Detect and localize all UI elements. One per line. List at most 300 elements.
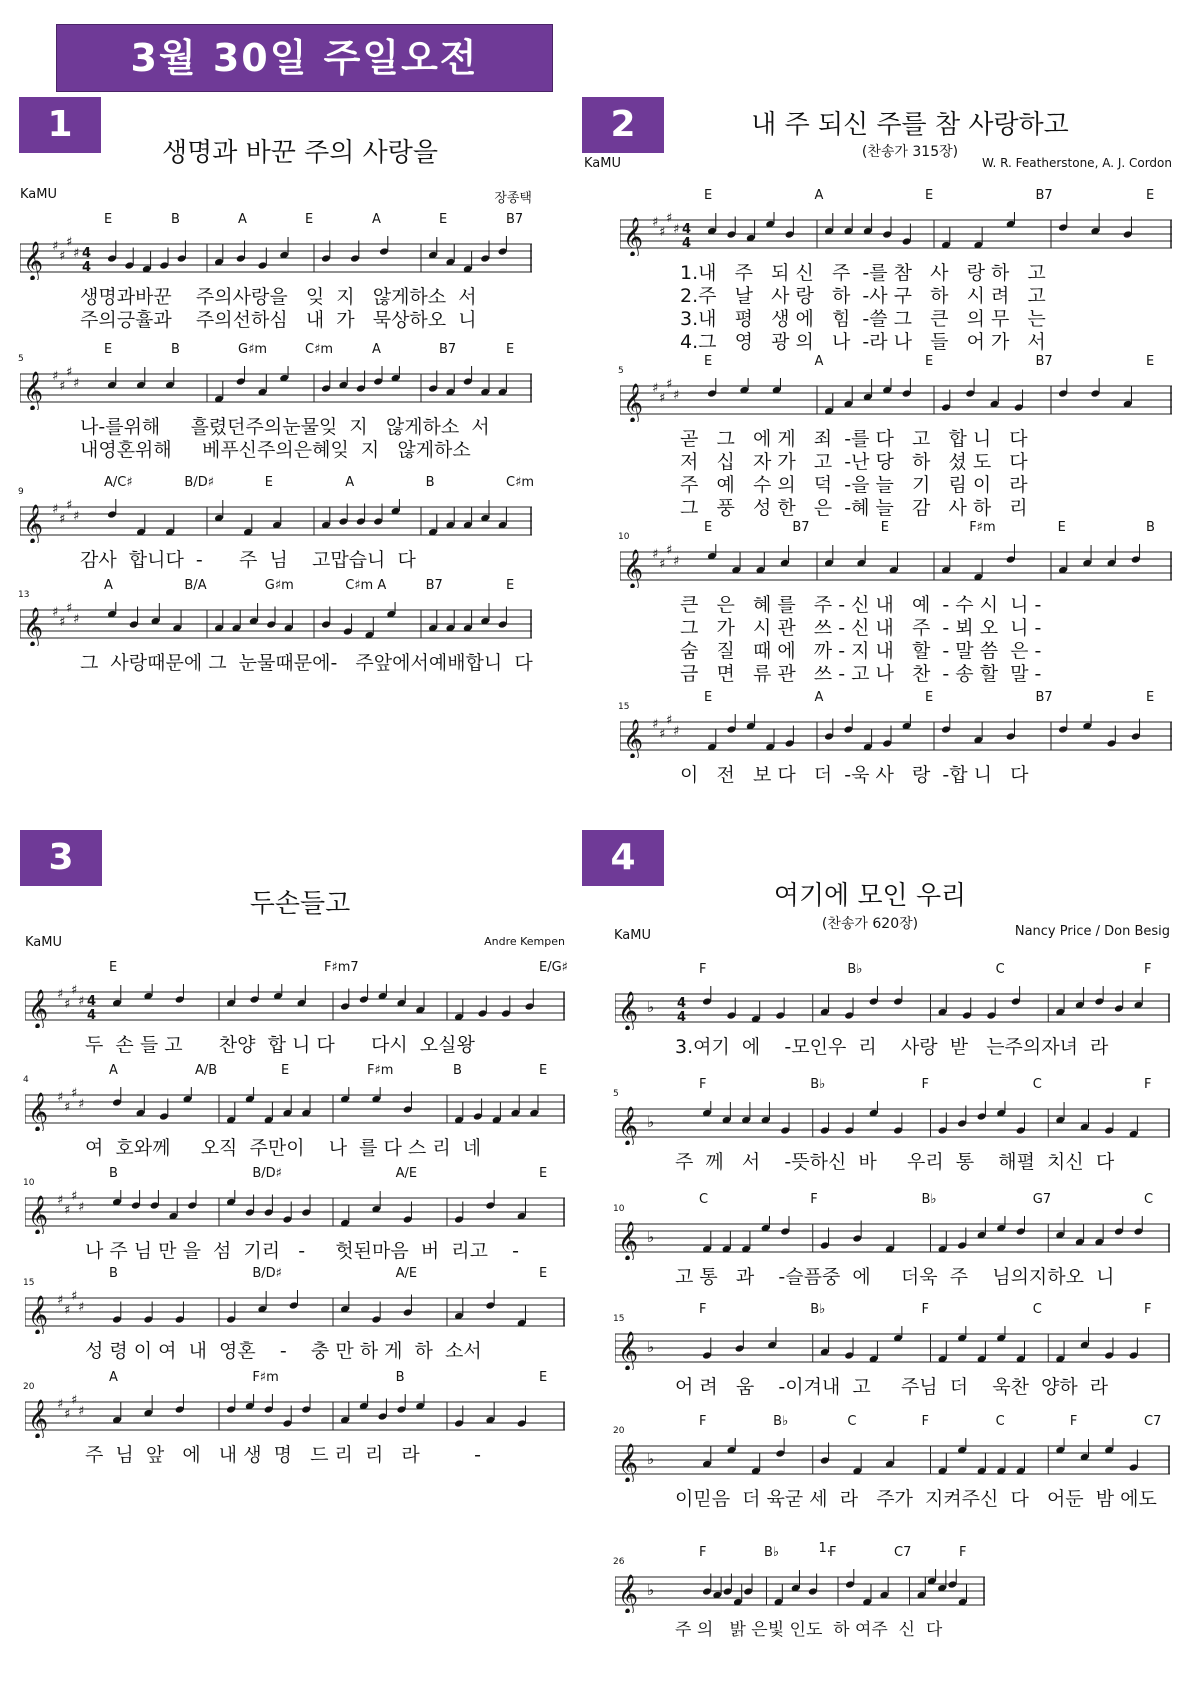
music-system (615, 1414, 1170, 1514)
svg-text:♯: ♯ (652, 717, 659, 732)
music-staff (25, 984, 565, 1028)
music-system (18, 578, 533, 674)
key-signature-sharps (652, 544, 679, 572)
treble-clef-icon: 𝄞 (23, 504, 44, 543)
song-composer-4: Nancy Price / Don Besig (1014, 924, 1170, 939)
svg-text:♭: ♭ (647, 1450, 655, 1468)
svg-text:♯: ♯ (59, 379, 66, 394)
chord-symbol: B (395, 1370, 405, 1385)
chord-row (25, 1370, 565, 1390)
svg-text:♯: ♯ (673, 222, 680, 237)
chord-symbol: C (995, 1414, 1005, 1429)
chord-symbol: B7 (506, 212, 524, 227)
svg-text:♯: ♯ (659, 557, 666, 572)
chord-symbol: F (810, 1192, 818, 1207)
time-signature (82, 246, 91, 275)
lyric-line: 여 호와께 오직 주만이 나 를 다 스 리 네 (85, 1137, 482, 1159)
chord-symbol: B♭ (810, 1077, 826, 1092)
song-title-4: 여기에 모인 우리 (773, 881, 967, 911)
treble-clef-icon: 𝄞 (618, 1443, 639, 1482)
chord-symbol: E (539, 1166, 548, 1181)
chord-symbol: A (109, 1063, 118, 1078)
chord-symbol: C7 (1144, 1414, 1162, 1429)
chord-symbol: E (880, 520, 890, 535)
chord-symbol: A (104, 578, 113, 593)
music-system (18, 475, 535, 571)
svg-text:4: 4 (87, 1008, 97, 1023)
music-system (615, 1192, 1170, 1292)
chord-symbol: A/E (395, 1166, 418, 1181)
chord-symbol: E/G♯ (539, 960, 568, 975)
music-system (18, 342, 532, 461)
lyric-line: 나 주 님 만 을 섬 기리 - 헛된마음 버 리고 - (85, 1240, 519, 1262)
measure-number: 20 (23, 1382, 35, 1392)
treble-clef-icon: 𝄞 (623, 719, 644, 758)
chord-symbol: E (925, 354, 934, 369)
svg-text:♯: ♯ (52, 502, 59, 517)
svg-text:♯: ♯ (57, 1293, 64, 1308)
svg-text:♯: ♯ (66, 366, 73, 380)
chord-row (615, 1545, 985, 1565)
svg-text:4: 4 (682, 236, 692, 251)
key-signature-sharps (57, 1190, 84, 1218)
chord-symbol: B7 (439, 342, 457, 357)
chord-row (620, 690, 1172, 710)
chord-symbol: F (921, 1077, 929, 1092)
song-publisher-4: KaMU (614, 928, 651, 943)
chord-symbol: B7 (425, 578, 443, 593)
svg-text:♯: ♯ (666, 212, 673, 226)
volta-ending-label: 1. (818, 1541, 831, 1556)
chord-symbol: C♯m A (345, 578, 387, 593)
svg-text:♯: ♯ (73, 376, 80, 391)
chord-row (620, 354, 1172, 374)
svg-text:♯: ♯ (652, 547, 659, 562)
song-title-2: 내 주 되신 주를 참 사랑하고 (751, 110, 1069, 140)
music-system (615, 1302, 1170, 1402)
svg-text:♯: ♯ (66, 499, 73, 513)
chord-symbol: E (439, 212, 448, 227)
chord-symbol: F♯m (969, 520, 996, 535)
measure-number: 15 (613, 1314, 625, 1324)
svg-text:♭: ♭ (647, 1228, 655, 1246)
chord-row (615, 1192, 1170, 1212)
time-signature (682, 222, 691, 251)
song-title-3: 두손들고 (249, 889, 351, 919)
svg-text:♯: ♯ (73, 246, 80, 261)
svg-text:♯: ♯ (673, 724, 680, 739)
chord-row (620, 520, 1172, 540)
svg-text:♯: ♯ (64, 1100, 71, 1115)
svg-text:♯: ♯ (59, 615, 66, 630)
svg-text:4: 4 (677, 996, 687, 1011)
key-signature-sharps (652, 714, 679, 742)
svg-text:♯: ♯ (78, 1097, 85, 1112)
chord-symbol: A (345, 475, 355, 490)
chord-symbol: E (539, 1266, 548, 1281)
key-signature-flat (647, 1581, 654, 1599)
music-staff (615, 1438, 1170, 1482)
chord-symbol: B♭ (764, 1545, 780, 1560)
measure-number: 10 (23, 1178, 35, 1188)
chord-symbol: E (925, 188, 934, 203)
song-publisher-3: KaMU (25, 935, 62, 950)
song-number-1: 1 (19, 97, 101, 153)
song-composer-3: Andre Kempen (484, 935, 565, 948)
svg-text:♯: ♯ (52, 369, 59, 384)
svg-text:♯: ♯ (666, 714, 673, 728)
measure-number: 13 (18, 590, 30, 600)
chord-symbol: B♭ (810, 1302, 826, 1317)
chord-symbol: F♯m (252, 1370, 279, 1385)
chord-row (615, 1302, 1170, 1322)
music-staff (25, 1087, 565, 1131)
measure-number: 4 (23, 1075, 29, 1085)
chord-symbol: C (847, 1414, 857, 1429)
key-signature-flat (647, 998, 654, 1016)
chord-symbol: B (453, 1063, 462, 1078)
key-signature-sharps (52, 499, 79, 527)
music-system (618, 354, 1172, 519)
page-banner: 3월 30일 주일오전 (56, 24, 553, 92)
chord-row (615, 1414, 1170, 1434)
music-staff (615, 1216, 1170, 1260)
music-system (618, 690, 1172, 786)
treble-clef-icon: 𝄞 (623, 383, 644, 422)
treble-clef-icon: 𝄞 (23, 607, 44, 646)
music-staff (615, 986, 1170, 1030)
chord-symbol: E (704, 354, 713, 369)
measure-number: 9 (18, 487, 24, 497)
chord-symbol: G7 (1032, 1192, 1052, 1207)
chord-symbol: B/D♯ (184, 475, 214, 490)
music-system (20, 212, 532, 331)
key-signature-flat (647, 1450, 654, 1468)
chord-symbol: E (704, 520, 713, 535)
chord-symbol: F (699, 962, 707, 977)
lyric-line: 두 손 들 고 찬양 합 니 다 다시 오실왕 (85, 1034, 475, 1056)
svg-text:♯: ♯ (71, 1190, 78, 1204)
music-staff (20, 236, 532, 280)
treble-clef-icon: 𝄞 (28, 1295, 49, 1334)
chord-symbol: A (814, 690, 824, 705)
treble-clef-icon: 𝄞 (28, 1399, 49, 1438)
lyric-line: 어 려 움 -이겨내 고 주님 더 욱찬 양하 라 (675, 1376, 1109, 1398)
svg-text:♯: ♯ (652, 381, 659, 396)
chord-symbol: F (699, 1414, 707, 1429)
chord-symbol: E (925, 690, 934, 705)
chord-symbol: F (1144, 1077, 1152, 1092)
chord-symbol: F (921, 1302, 929, 1317)
lyric-line: 생명과바꾼 주의사랑을 잊 지 않게하소 서 (80, 286, 477, 308)
measure-number: 20 (613, 1426, 625, 1436)
treble-clef-icon: 𝄞 (23, 241, 44, 280)
svg-text:♯: ♯ (659, 727, 666, 742)
chord-symbol: E (539, 1370, 548, 1385)
chord-symbol: E (1146, 188, 1155, 203)
chord-row (20, 475, 535, 495)
lyric-line: 나-를위해 흘렸던주의눈물잊 지 않게하소 서 (80, 416, 490, 438)
music-staff (20, 366, 532, 410)
lyric-line: 3.내 평 생 에 힘 -쓸 그 큰 의 무 는 (680, 308, 1046, 330)
treble-clef-icon: 𝄞 (618, 1106, 639, 1145)
chord-symbol: E (1057, 520, 1066, 535)
lyric-line: 주 의 밝 은빛 인도 하 여주 신 다 (675, 1620, 943, 1640)
chord-symbol: A (372, 342, 381, 357)
chord-row (615, 962, 1170, 982)
lyric-line: 주 님 앞 에 내 생 명 드 리 리 라 - (85, 1444, 481, 1466)
key-signature-sharps (52, 602, 79, 630)
lyric-line: 2.주 날 사 랑 하 -사 구 하 시 려 고 (680, 285, 1046, 307)
music-staff (620, 544, 1172, 588)
treble-clef-icon: 𝄞 (618, 1221, 639, 1260)
treble-clef-icon: 𝄞 (623, 217, 644, 256)
chord-row (615, 1077, 1170, 1097)
chord-symbol: A (814, 188, 824, 203)
song-title-1: 생명과 바꾼 주의 사랑을 (162, 138, 438, 168)
key-signature-sharps (52, 236, 79, 264)
chord-symbol: A (238, 212, 247, 227)
svg-text:♯: ♯ (57, 1397, 64, 1412)
chord-symbol: G♯m (264, 578, 294, 593)
lyric-line: 3.여기 에 -모인우 리 사랑 받 는주의자녀 라 (675, 1036, 1109, 1058)
music-staff (620, 714, 1172, 758)
music-system (23, 1166, 565, 1262)
music-staff (615, 1326, 1170, 1370)
chord-symbol: E (104, 342, 113, 357)
svg-text:♯: ♯ (66, 602, 73, 616)
chord-symbol: C (1032, 1077, 1042, 1092)
svg-text:♯: ♯ (659, 225, 666, 240)
song-composer-1: 장종택 (494, 191, 532, 206)
music-system (620, 188, 1172, 353)
song-number-2: 2 (582, 97, 664, 153)
measure-number: 10 (613, 1204, 625, 1214)
chord-symbol: E (704, 690, 713, 705)
chord-symbol: F (699, 1077, 707, 1092)
chord-symbol: A/B (195, 1063, 218, 1078)
lyric-line: 그 풍 성 한 은 -혜 늘 감 사 하 리 (680, 497, 1028, 519)
chord-symbol: B7 (792, 520, 810, 535)
svg-text:4: 4 (87, 994, 97, 1009)
svg-text:♯: ♯ (57, 987, 64, 1002)
chord-symbol: C♯m (506, 475, 535, 490)
song-subtitle-2: (찬송가 315장) (861, 144, 959, 160)
music-staff (25, 1290, 565, 1334)
lyric-line: 금 면 류 관 쓰 - 고 나 찬 - 송 할 말 - (680, 663, 1042, 685)
chord-symbol: A/E (395, 1266, 418, 1281)
chord-row (25, 960, 568, 980)
lyric-line: 주 께 서 -뜻하신 바 우리 통 해펼 치신 다 (675, 1151, 1115, 1173)
key-signature-sharps (52, 366, 79, 394)
lyric-line: 큰 은 혜 를 주 - 신 내 예 - 수 시 니 - (680, 594, 1042, 616)
chord-symbol: E (109, 960, 118, 975)
chord-symbol: B7 (1035, 354, 1053, 369)
svg-text:♯: ♯ (64, 1303, 71, 1318)
svg-text:♯: ♯ (71, 1087, 78, 1101)
chord-symbol: E (305, 212, 314, 227)
music-staff (25, 1190, 565, 1234)
time-signature (677, 996, 686, 1025)
music-system (615, 1077, 1170, 1177)
svg-text:♯: ♯ (64, 997, 71, 1012)
lyric-line: 저 십 자 가 고 -난 당 하 셨 도 다 (680, 451, 1028, 473)
chord-symbol: C7 (894, 1545, 912, 1560)
music-staff (615, 1101, 1170, 1145)
chord-symbol: E (506, 342, 515, 357)
svg-text:♯: ♯ (73, 612, 80, 627)
chord-row (20, 578, 532, 598)
music-system (23, 1063, 565, 1159)
svg-text:4: 4 (682, 222, 692, 237)
key-signature-flat (647, 1113, 654, 1131)
treble-clef-icon: 𝄞 (618, 1331, 639, 1370)
chord-symbol: B (171, 342, 180, 357)
chord-symbol: F (959, 1545, 967, 1560)
svg-text:♯: ♯ (57, 1193, 64, 1208)
chord-row (25, 1063, 565, 1083)
music-staff (615, 1569, 985, 1613)
treble-clef-icon: 𝄞 (28, 1092, 49, 1131)
svg-text:♯: ♯ (52, 605, 59, 620)
chord-symbol: E (539, 1063, 548, 1078)
music-staff (620, 378, 1172, 422)
lyric-line: 주 예 수 의 덕 -을 늘 기 림 이 라 (680, 474, 1028, 496)
song-subtitle-4: (찬송가 620장) (821, 916, 919, 932)
svg-text:♯: ♯ (66, 236, 73, 250)
svg-text:♭: ♭ (647, 998, 655, 1016)
chord-symbol: A/C♯ (104, 475, 133, 490)
svg-text:♯: ♯ (59, 512, 66, 527)
chord-symbol: E (104, 212, 113, 227)
song-composer-2: W. R. Featherstone, A. J. Cordon (982, 156, 1172, 170)
svg-text:♯: ♯ (71, 1394, 78, 1408)
chord-symbol: E (704, 188, 713, 203)
treble-clef-icon: 𝄞 (618, 1574, 639, 1613)
chord-symbol: B/D♯ (252, 1166, 282, 1181)
lyric-line: 주의긍휼과 주의선하심 내 가 묵상하오 니 (80, 309, 477, 331)
key-signature-sharps (57, 1394, 84, 1422)
chord-symbol: B (109, 1266, 118, 1281)
chord-symbol: B (425, 475, 435, 490)
chord-row (20, 342, 532, 362)
chord-symbol: A (814, 354, 824, 369)
svg-text:♯: ♯ (666, 544, 673, 558)
lyric-line: 고 통 과 -슬픔중 에 더욱 주 님의지하오 니 (675, 1266, 1115, 1288)
svg-text:♯: ♯ (673, 554, 680, 569)
chord-row (20, 212, 532, 232)
chord-row (25, 1266, 565, 1286)
music-system (618, 520, 1172, 685)
music-system (23, 1370, 565, 1466)
song-number-4: 4 (582, 830, 664, 886)
chord-symbol: F♯m7 (324, 960, 359, 975)
key-signature-sharps (57, 1290, 84, 1318)
chord-symbol: C (1144, 1192, 1154, 1207)
measure-number: 5 (613, 1089, 619, 1099)
chord-symbol: B♭ (921, 1192, 937, 1207)
chord-symbol: F (699, 1302, 707, 1317)
music-staff (25, 1394, 565, 1438)
measure-number: 15 (618, 702, 630, 712)
chord-symbol: F (1069, 1414, 1078, 1429)
music-system (613, 1541, 985, 1645)
lyric-line: 성 령 이 여 내 영혼 - 충 만 하 게 하 소서 (85, 1340, 482, 1362)
chord-symbol: E (281, 1063, 290, 1078)
treble-clef-icon: 𝄞 (23, 371, 44, 410)
svg-text:♯: ♯ (652, 215, 659, 230)
chord-symbol: B (109, 1166, 118, 1181)
measure-number: 26 (613, 1557, 625, 1567)
svg-text:♯: ♯ (666, 378, 673, 392)
chord-symbol: B7 (1035, 188, 1053, 203)
lyric-line: 그 사랑때문에 그 눈물때문에- 주앞에서예배합니 다 (80, 652, 533, 674)
time-signature (87, 994, 96, 1023)
svg-text:♯: ♯ (78, 1200, 85, 1215)
chord-symbol: F (699, 1545, 707, 1560)
chord-symbol: B7 (1035, 690, 1053, 705)
svg-text:♯: ♯ (78, 1300, 85, 1315)
treble-clef-icon: 𝄞 (28, 1195, 49, 1234)
chord-symbol: C♯m (305, 342, 334, 357)
lyric-line: 1.내 주 되 신 주 -를 참 사 랑 하 고 (680, 262, 1046, 284)
music-system (615, 962, 1170, 1062)
svg-text:♯: ♯ (71, 984, 78, 998)
chord-symbol: A (109, 1370, 118, 1385)
measure-number: 15 (23, 1278, 35, 1288)
lyric-line: 그 가 시 관 쓰 - 신 내 주 - 뵈 오 니 - (680, 617, 1042, 639)
chord-symbol: F (829, 1545, 837, 1560)
song-publisher-2: KaMU (584, 156, 621, 171)
song-publisher-1: KaMU (20, 187, 57, 202)
chord-symbol: E (1146, 354, 1155, 369)
key-signature-sharps (57, 1087, 84, 1115)
lyric-line: 감사 합니다 - 주 님 고맙습니 다 (80, 549, 416, 571)
svg-text:♯: ♯ (64, 1407, 71, 1422)
svg-text:4: 4 (82, 246, 92, 261)
chord-symbol: E (1146, 690, 1155, 705)
svg-text:♯: ♯ (73, 509, 80, 524)
key-signature-flat (647, 1228, 654, 1246)
measure-number: 5 (618, 366, 624, 376)
key-signature-sharps (57, 984, 84, 1012)
treble-clef-icon: 𝄞 (28, 989, 49, 1028)
key-signature-flat (647, 1338, 654, 1356)
svg-text:♯: ♯ (64, 1203, 71, 1218)
chord-symbol: C (1032, 1302, 1042, 1317)
lyric-line: 곧 그 에 게 죄 -를 다 고 합 니 다 (680, 428, 1028, 450)
key-signature-sharps (652, 378, 679, 406)
music-system (25, 960, 568, 1056)
chord-symbol: E (264, 475, 274, 490)
chord-symbol: C (995, 962, 1005, 977)
chord-symbol: E (506, 578, 515, 593)
svg-text:♭: ♭ (647, 1113, 655, 1131)
chord-symbol: B (1146, 520, 1155, 535)
chord-symbol: F♯m (367, 1063, 394, 1078)
chord-symbol: F (1144, 962, 1152, 977)
chord-symbol: B♭ (773, 1414, 789, 1429)
svg-text:♯: ♯ (659, 391, 666, 406)
chord-row (620, 188, 1172, 208)
chord-symbol: B/A (184, 578, 207, 593)
music-staff (20, 602, 532, 646)
svg-text:♯: ♯ (57, 1090, 64, 1105)
chord-symbol: G♯m (238, 342, 268, 357)
chord-symbol: B (171, 212, 180, 227)
chord-symbol: C (699, 1192, 709, 1207)
lyric-line: 내영혼위해 베푸신주의은혜잊 지 않게하소 (80, 439, 471, 461)
